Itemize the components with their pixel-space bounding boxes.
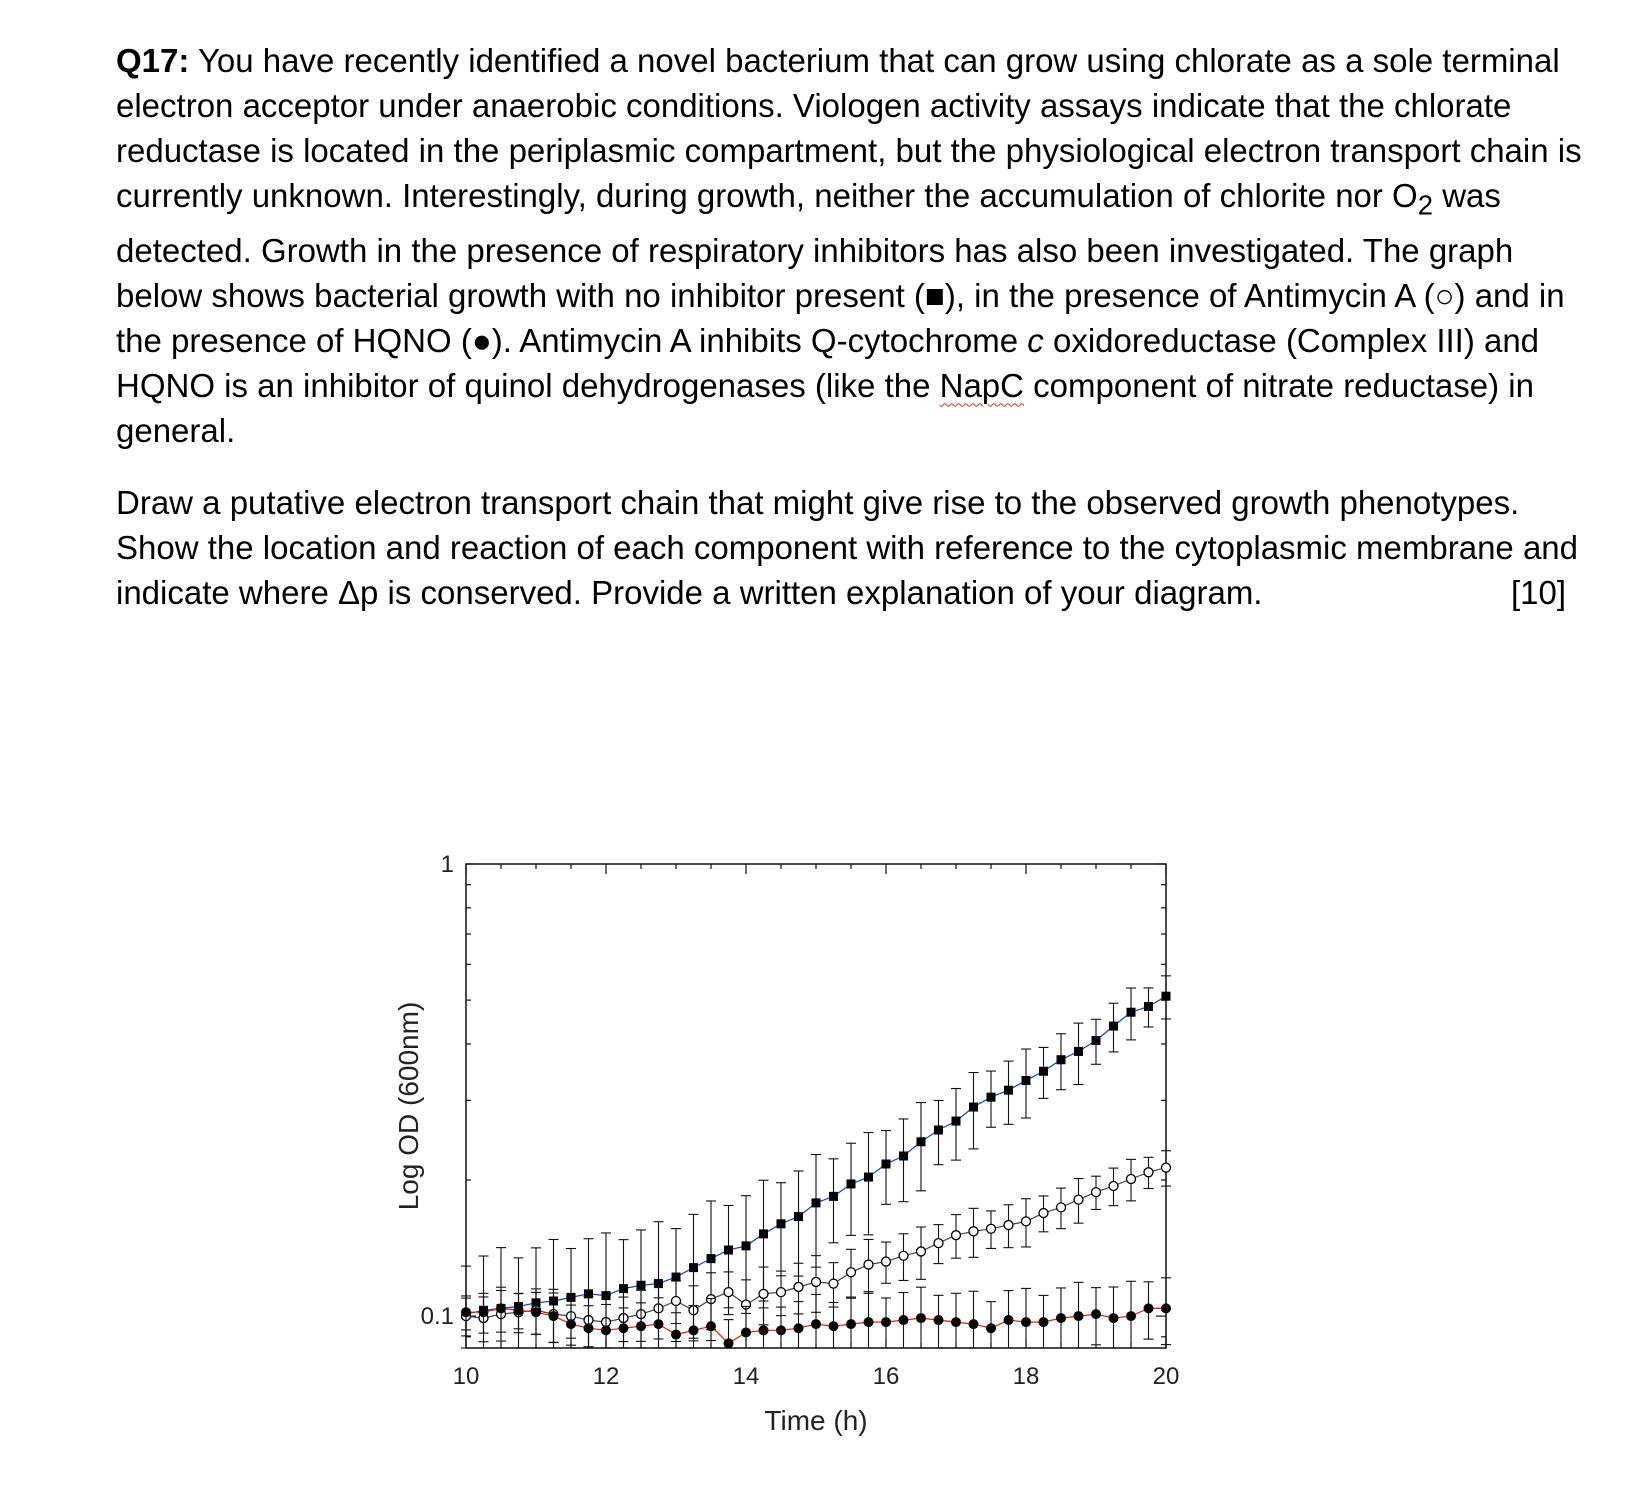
q-text-b: was detected. Growth in the presence of respiratory inhibitors has also been investigated. The graph below shows bacterial growth with no inhibitor present (	[116, 177, 1514, 314]
data-point-filled-circle	[1056, 1313, 1066, 1323]
data-point-square	[969, 1103, 978, 1112]
question-paragraph-1	[116, 38, 1596, 453]
data-point-open-circle	[672, 1296, 681, 1305]
data-point-filled-circle	[1109, 1313, 1119, 1323]
o2-subscript: 2	[1417, 189, 1434, 221]
data-point-open-circle	[1057, 1203, 1066, 1212]
question-text	[116, 38, 1596, 615]
x-axis-label: Time (h)	[764, 1405, 868, 1436]
data-point-filled-circle	[514, 1305, 524, 1315]
data-point-filled-circle	[916, 1313, 926, 1323]
data-point-open-circle	[899, 1251, 908, 1260]
x-tick-label: 16	[872, 1363, 900, 1390]
q-text-e: ). Antimycin A inhibits Q-cytochrome	[491, 321, 1028, 359]
data-point-filled-circle	[601, 1325, 611, 1335]
data-point-open-circle	[847, 1268, 856, 1277]
data-point-filled-circle	[619, 1323, 629, 1333]
data-series	[461, 976, 1171, 1349]
data-point-filled-circle	[461, 1307, 471, 1317]
data-point-square	[689, 1263, 698, 1272]
data-point-square	[934, 1126, 943, 1135]
data-point-filled-circle	[549, 1311, 559, 1321]
data-point-square	[952, 1117, 961, 1126]
data-point-square	[1162, 992, 1171, 1001]
data-point-square	[742, 1241, 751, 1250]
data-point-square	[1109, 1022, 1118, 1031]
data-point-filled-circle	[899, 1315, 909, 1325]
data-point-square	[882, 1159, 891, 1168]
data-point-filled-circle	[496, 1303, 506, 1313]
data-point-filled-circle	[1039, 1317, 1049, 1327]
data-point-filled-circle	[811, 1319, 821, 1329]
data-point-open-circle	[1074, 1195, 1083, 1204]
marks-label: [10]	[1510, 573, 1566, 611]
data-point-open-circle	[1144, 1168, 1153, 1177]
x-tick-label: 20	[1152, 1363, 1180, 1390]
data-point-filled-circle	[636, 1321, 646, 1331]
data-point-filled-circle	[479, 1307, 489, 1317]
data-point-filled-circle	[1074, 1311, 1084, 1321]
data-point-filled-circle	[1161, 1303, 1171, 1313]
x-tick-label: 18	[1012, 1363, 1040, 1390]
q-text-a: You have recently identified a novel bacterium that can grow using chlorate as a sole terminal electron acceptor under anaerobic conditions. Viologen activity assays indicate that the chlorate reductase is located in the periplasmic compartment, but the physiological electron transport chain is currently unknown. Interestingly, during growth, neither the accumulation of chlorite nor O	[116, 42, 1582, 214]
data-point-square	[864, 1173, 873, 1182]
x-tick-label: 12	[592, 1363, 620, 1390]
data-point-filled-circle	[1144, 1303, 1154, 1313]
data-point-open-circle	[777, 1288, 786, 1297]
data-point-open-circle	[1039, 1209, 1048, 1218]
data-point-open-circle	[952, 1231, 961, 1240]
data-point-open-circle	[724, 1288, 733, 1297]
data-point-filled-circle	[776, 1325, 786, 1335]
data-point-open-circle	[1162, 1163, 1171, 1172]
data-point-square	[1057, 1055, 1066, 1064]
q-text-g: component of nitrate reductase) in general.	[116, 366, 1534, 449]
data-point-filled-circle	[1004, 1315, 1014, 1325]
y-axis-label: Log OD (600nm)	[393, 1001, 424, 1211]
data-point-filled-circle	[531, 1307, 541, 1317]
y-tick-label: 0.1	[420, 1303, 454, 1331]
q-text-p2: Draw a putative electron transport chain that might give rise to the observed growth phenotypes. Show the location and reaction of each component with reference to the cytoplasmic membrane and indicate where Δp is conserved. Provide a written explanation of your diagram.	[116, 483, 1579, 611]
data-point-filled-circle	[794, 1323, 804, 1333]
data-point-filled-circle	[671, 1330, 681, 1340]
data-point-filled-circle	[881, 1317, 891, 1327]
data-point-square	[1022, 1076, 1031, 1085]
data-point-square	[917, 1137, 926, 1146]
data-point-open-circle	[759, 1289, 768, 1298]
data-point-square	[1092, 1036, 1101, 1045]
data-point-filled-circle	[951, 1317, 961, 1327]
q-text-d: ) and in the presence of HQNO (	[116, 276, 1565, 359]
x-tick-label: 10	[452, 1363, 480, 1390]
data-point-open-circle	[917, 1247, 926, 1256]
data-point-square	[987, 1093, 996, 1102]
data-point-filled-circle	[689, 1325, 699, 1335]
data-point-filled-circle	[829, 1321, 839, 1331]
data-point-filled-circle	[654, 1319, 664, 1329]
data-point-square	[1144, 1002, 1153, 1011]
data-point-open-circle	[1092, 1188, 1101, 1197]
data-point-open-circle	[1127, 1175, 1136, 1184]
data-point-open-circle	[794, 1282, 803, 1291]
question-paragraph-2	[116, 480, 1596, 615]
data-point-filled-circle	[1091, 1309, 1101, 1319]
open-circle-symbol: ○	[1434, 276, 1455, 314]
data-point-square	[619, 1284, 628, 1293]
data-point-square	[829, 1192, 838, 1201]
data-point-square	[794, 1212, 803, 1221]
data-point-square	[1004, 1086, 1013, 1095]
filled-circle-symbol: ●	[471, 321, 492, 359]
data-point-open-circle	[864, 1260, 873, 1269]
data-point-open-circle	[882, 1257, 891, 1266]
data-point-square	[1039, 1067, 1048, 1076]
data-point-open-circle	[987, 1224, 996, 1233]
data-point-open-circle	[1022, 1217, 1031, 1226]
filled-square-symbol: ■	[924, 276, 945, 314]
growth-chart-svg	[380, 840, 1200, 1480]
data-point-open-circle	[812, 1277, 821, 1286]
data-point-square	[759, 1229, 768, 1238]
data-point-filled-circle	[759, 1325, 769, 1335]
data-point-square	[847, 1179, 856, 1188]
data-point-filled-circle	[741, 1327, 751, 1337]
question-number: Q17:	[116, 42, 190, 79]
data-point-square	[1074, 1047, 1083, 1056]
data-point-filled-circle	[724, 1338, 734, 1348]
data-point-filled-circle	[1021, 1317, 1031, 1327]
cytochrome-c-italic: c	[1027, 321, 1044, 359]
data-point-open-circle	[934, 1239, 943, 1248]
data-point-square	[672, 1273, 681, 1282]
data-point-open-circle	[829, 1279, 838, 1288]
data-point-square	[1127, 1008, 1136, 1017]
data-point-filled-circle	[846, 1319, 856, 1329]
data-point-filled-circle	[1126, 1311, 1136, 1321]
x-tick-label: 14	[732, 1363, 760, 1390]
data-point-filled-circle	[864, 1317, 874, 1327]
data-point-square	[812, 1198, 821, 1207]
q-text-f: oxidoreductase (Complex III) and HQNO is an inhibitor of quinol dehydrogenases (like the	[116, 321, 1540, 404]
data-point-square	[724, 1246, 733, 1255]
data-point-open-circle	[969, 1227, 978, 1236]
data-point-square	[899, 1152, 908, 1161]
data-point-filled-circle	[986, 1323, 996, 1333]
napc-term: NapC	[939, 366, 1024, 404]
data-point-square	[637, 1281, 646, 1290]
data-point-filled-circle	[969, 1319, 979, 1329]
data-point-square	[777, 1219, 786, 1228]
data-point-square	[707, 1254, 716, 1263]
growth-chart	[380, 840, 1200, 1480]
q-text-c: ), in the presence of Antimycin A (	[944, 276, 1435, 314]
data-point-filled-circle	[566, 1319, 576, 1329]
data-point-open-circle	[1004, 1221, 1013, 1230]
data-point-open-circle	[1109, 1181, 1118, 1190]
data-point-filled-circle	[584, 1323, 594, 1333]
data-point-filled-circle	[706, 1321, 716, 1331]
data-point-filled-circle	[934, 1315, 944, 1325]
y-tick-label: 1	[440, 851, 454, 878]
